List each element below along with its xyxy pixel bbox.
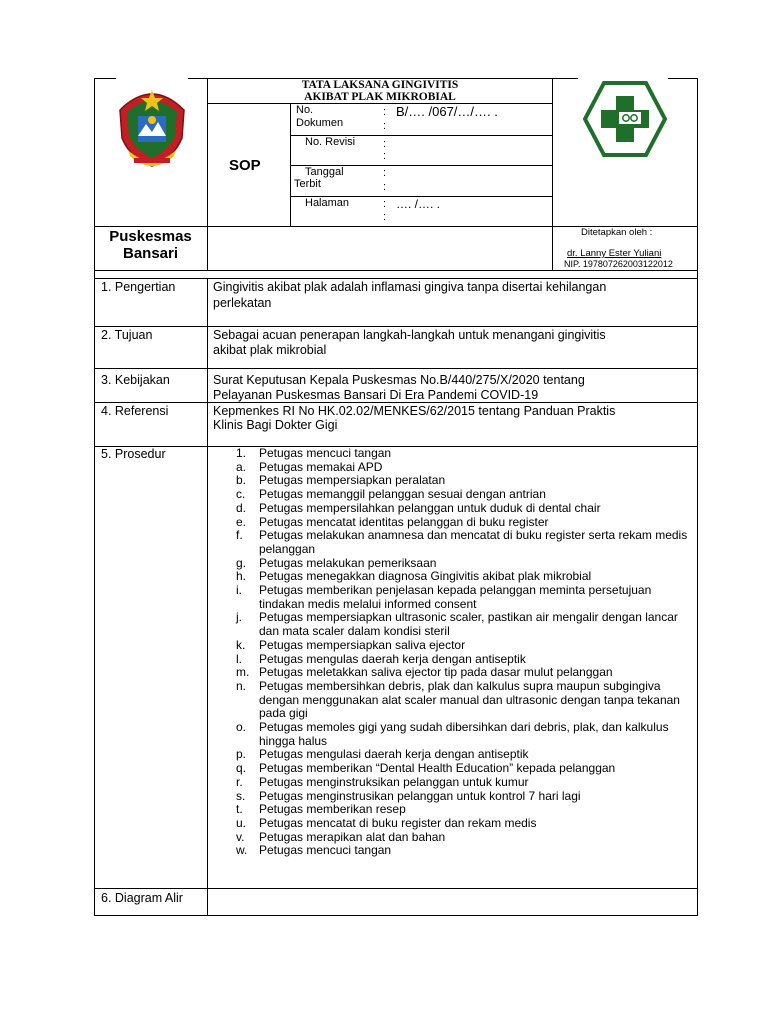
section-text-referensi-line-1: Kepmenkes RI No HK.02.02/MENKES/62/2015 tentang Panduan Praktis [213, 404, 616, 418]
field-colon: : [383, 167, 387, 179]
procedure-step [236, 488, 696, 502]
procedure-step-marker: g. [236, 555, 247, 570]
procedure-step-text: Petugas mempersiapkan saliva ejector [259, 637, 466, 652]
procedure-step-text: Petugas memberikan penjelasan kepada pelanggan meminta persetujuan tindakan medis melalui informed consent [259, 583, 652, 611]
section-label-referensi: 4. Referensi [101, 404, 169, 418]
procedure-step-text: Petugas mencuci tangan [259, 446, 392, 460]
field-colon: : [383, 211, 387, 223]
section-label-diagram-alir: 6. Diagram Alir [101, 891, 183, 905]
field-colon: : [383, 120, 387, 132]
field-colon: : [383, 106, 387, 118]
procedure-step-marker: q. [236, 761, 247, 776]
procedure-step-text: Petugas memberikan resep [259, 802, 406, 817]
procedure-step [236, 803, 696, 817]
procedure-step-text: Petugas menegakkan diagnosa Gingivitis akibat plak mikrobial [259, 569, 592, 584]
procedure-step-marker: d. [236, 500, 247, 515]
procedure-step [236, 776, 696, 790]
procedure-step-marker: u. [236, 815, 247, 830]
regency-crest-logo [114, 80, 190, 172]
puskesmas-logo [583, 80, 667, 158]
procedure-step-marker: f. [236, 528, 243, 543]
procedure-step [236, 762, 696, 776]
organization-name-line-2: Bansari [122, 245, 179, 262]
procedure-step-marker: j. [236, 610, 242, 625]
section-text-tujuan-line-2: akibat plak mikrobial [213, 343, 327, 357]
procedure-step-marker: l. [236, 651, 242, 666]
procedure-step-text: Petugas mengulas daerah kerja dengan antiseptik [259, 651, 526, 666]
procedure-list [236, 447, 696, 858]
procedure-step [236, 447, 696, 461]
procedure-step-marker: a. [236, 459, 247, 474]
section-text-tujuan-line-1: Sebagai acuan penerapan langkah-langkah untuk menangani gingivitis [213, 328, 606, 342]
procedure-step-text: Petugas melakukan pemeriksaan [259, 555, 437, 570]
procedure-step-marker: t. [236, 802, 243, 817]
procedure-step-text: Petugas mencuci tangan [259, 843, 392, 858]
procedure-step [236, 557, 696, 571]
procedure-step [236, 611, 696, 638]
procedure-step [236, 474, 696, 488]
procedure-step-text: Petugas membersihkan debris, plak dan kalkulus supra maupun subgingiva dengan menggunakan alat scaler manual dan ultrasonic dengan tanpa tekanan pada gigi [259, 678, 680, 721]
section-text-kebijakan-line-2: Pelayanan Puskesmas Bansari Di Era Pandemi COVID-19 [213, 388, 539, 402]
procedure-step [236, 844, 696, 858]
procedure-step [236, 817, 696, 831]
procedure-step-text: Petugas merapikan alat dan bahan [259, 829, 446, 844]
signatory-nip: NIP. 197807262003122012 [564, 259, 673, 269]
field-label-tanggal-terbit: Tanggal Terbit [294, 166, 344, 190]
procedure-step-text: Petugas mencatat di buku register dan rekam medis [259, 815, 537, 830]
field-colon: : [383, 138, 387, 150]
procedure-step-text: Petugas melakukan anamnesa dan mencatat di buku register serta rekam medis pelanggan [259, 528, 688, 556]
procedure-step [236, 653, 696, 667]
procedure-step [236, 790, 696, 804]
procedure-step-marker: m. [236, 665, 250, 680]
established-by-label: Ditetapkan oleh : [581, 227, 653, 238]
field-colon: : [383, 181, 387, 193]
section-text-pengertian-line-1: Gingivitis akibat plak adalah inflamasi gingiva tanpa disertai kehilangan [213, 280, 607, 294]
procedure-step [236, 584, 696, 611]
procedure-step-marker: 1. [236, 446, 247, 460]
procedure-step-marker: c. [236, 487, 246, 502]
procedure-step [236, 502, 696, 516]
field-label-halaman: Halaman [305, 197, 350, 209]
procedure-step-marker: k. [236, 637, 246, 652]
procedure-step-text: Petugas mengulasi daerah kerja dengan antiseptik [259, 747, 529, 762]
procedure-step [236, 570, 696, 584]
procedure-step-marker: p. [236, 747, 247, 762]
procedure-step [236, 529, 696, 556]
section-text-referensi-line-2: Klinis Bagi Dokter Gigi [213, 418, 338, 432]
signatory-name: dr. Lanny Ester Yuliani [567, 248, 662, 259]
procedure-step [236, 680, 696, 721]
procedure-step-text: Petugas menginstruksikan pelanggan untuk kumur [259, 774, 529, 789]
field-value-halaman: …. /…. . [396, 197, 441, 211]
procedure-step-text: Petugas mencatat identitas pelanggan di buku register [259, 514, 549, 529]
procedure-step-marker: n. [236, 678, 247, 693]
procedure-step-marker: r. [236, 774, 243, 789]
procedure-step-text: Petugas memoles gigi yang sudah dibersihkan dari debris, plak, dan kalkulus hingga halus [259, 720, 669, 748]
section-label-prosedur: 5. Prosedur [101, 447, 166, 461]
procedure-step-marker: e. [236, 514, 247, 529]
procedure-step-text: Petugas mempersilahkan pelanggan untuk duduk di dental chair [259, 500, 601, 515]
section-label-pengertian: 1. Pengertian [101, 280, 176, 294]
procedure-step [236, 666, 696, 680]
field-label-no-dokumen: No. Dokumen [296, 104, 344, 129]
procedure-step [236, 461, 696, 475]
document-title-line-1: TATA LAKSANA GINGIVITIS [301, 79, 459, 91]
procedure-step [236, 831, 696, 845]
procedure-step [236, 721, 696, 748]
procedure-step [236, 748, 696, 762]
procedure-step-text: Petugas mempersiapkan ultrasonic scaler, pastikan air mengalir dengan lancar dan mata scaler dalam kondisi steril [259, 610, 678, 639]
procedure-step-marker: s. [236, 788, 246, 803]
procedure-step-marker: v. [236, 829, 245, 844]
procedure-step-marker: w. [236, 843, 248, 858]
procedure-step [236, 639, 696, 653]
field-value-no-dokumen: B/…. /067/…/…. . [396, 104, 498, 119]
section-text-pengertian-line-2: perlekatan [213, 296, 272, 310]
field-label-no-revisi: No. Revisi [305, 136, 356, 148]
document-title-line-2: AKIBAT PLAK MIKROBIAL [304, 91, 456, 103]
procedure-step-text: Petugas mempersiapkan peralatan [259, 473, 446, 488]
section-text-kebijakan-line-1: Surat Keputusan Kepala Puskesmas No.B/440/275/X/2020 tentang [213, 373, 585, 387]
procedure-step-marker: b. [236, 473, 247, 488]
procedure-step-text: Petugas meletakkan saliva ejector tip pada dasar mulut pelanggan [259, 665, 613, 680]
organization-name-line-1: Puskesmas [109, 228, 192, 245]
procedure-step-text: Petugas menginstrusikan pelanggan untuk kontrol 7 hari lagi [259, 788, 581, 803]
procedure-step-text: Petugas memberikan “Dental Health Education” kepada pelanggan [259, 761, 616, 776]
procedure-step-marker: i. [236, 583, 242, 598]
procedure-step-marker: h. [236, 569, 247, 584]
section-label-tujuan: 2. Tujuan [101, 328, 153, 342]
procedure-step-text: Petugas memanggil pelanggan sesuai dengan antrian [259, 487, 546, 502]
procedure-step-marker: o. [236, 720, 247, 735]
procedure-step [236, 516, 696, 530]
sop-label: SOP [229, 157, 261, 174]
procedure-step-text: Petugas memakai APD [259, 459, 383, 474]
field-colon: : [383, 150, 387, 162]
field-colon: : [383, 198, 387, 210]
section-label-kebijakan: 3. Kebijakan [101, 373, 170, 387]
